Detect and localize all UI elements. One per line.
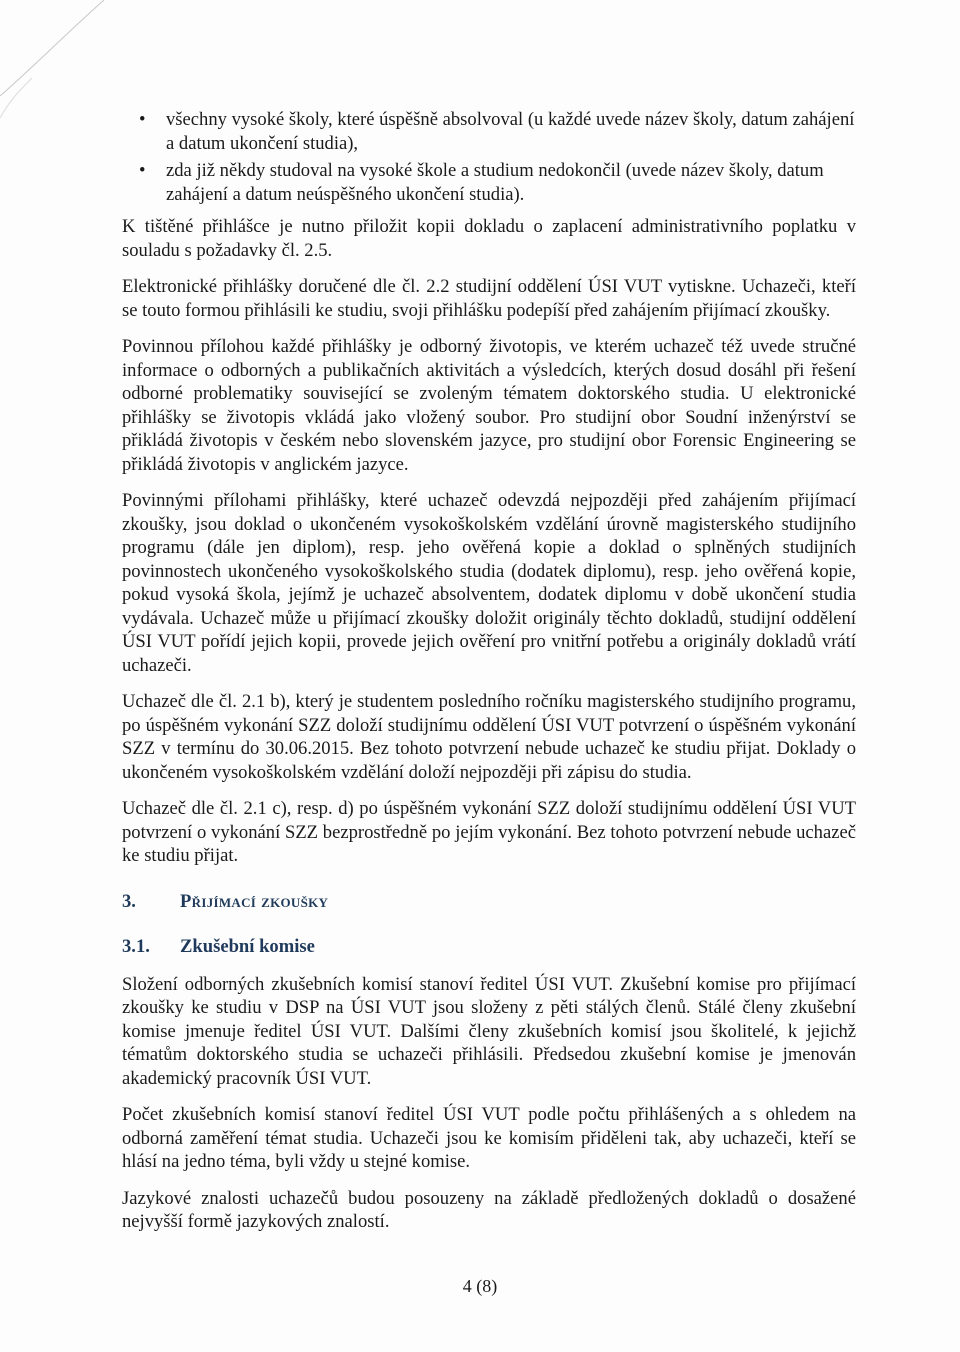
bullet-text: zda již někdy studoval na vysoké škole a studium nedokončil (uvede název školy, datum zahájení a datum neúspěšného ukončení studia). bbox=[166, 160, 824, 205]
page-number: 4 (8) bbox=[462, 1276, 498, 1296]
paragraph-language-skills: Jazykové znalosti uchazečů budou posouzeny na základě předložených dokladů o dosažené nejvyšší formě jazykových znalostí. bbox=[122, 1187, 856, 1232]
scan-corner-mark bbox=[0, 0, 110, 120]
section-heading bbox=[122, 890, 856, 914]
section-title: Přijímací zkoušky bbox=[180, 890, 329, 912]
bullet-icon: • bbox=[139, 109, 146, 130]
subsection-title: Zkušební komise bbox=[180, 936, 315, 957]
section-number: 3. bbox=[122, 890, 136, 912]
paragraph-final-year-students: Uchazeč dle čl. 2.1 b), který je studentem posledního ročníku magisterského studijního programu, po úspěšném vykonání SZZ doloží studijnímu oddělení ÚSI VUT potvrzení o úspěšném vykonání SZZ v termínu do 30.06.2015. Bez tohoto potvrzení nebude uchazeč ke studiu přijat. Doklady o ukončeném vysokoškolském vzdělání doloží nejpozději při zápisu do studia. bbox=[122, 691, 856, 783]
paragraph-szz-confirmation: Uchazeč dle čl. 2.1 c), resp. d) po úspěšném vykonání SZZ doloží studijnímu oddělení ÚSI VUT potvrzení o vykonání SZZ bezprostředně po jejím vykonání. Bez tohoto potvrzení nebude uchazeč ke studiu přijat. bbox=[122, 798, 856, 866]
bullet-text: všechny vysoké školy, které úspěšně absolvoval (u každé uvede název školy, datum zahájení a datum ukončení studia), bbox=[166, 109, 855, 154]
paragraph-cv: Povinnou přílohou každé přihlášky je odborný životopis, ve kterém uchazeč též uvede stručné informace o odborných a publikačních aktivitách a výsledcích, kterých dosud dosáhl při řešení odborné problematiky související se zvoleným tématem doktorského studia. U elektronické přihlášky se životopis vkládá jako vložený soubor. Pro studijní obor Soudní inženýrství se přikládá životopis v českém nebo slovenském jazyce, pro studijní obor Forensic Engineering se přikládá životopis v anglickém jazyce. bbox=[122, 336, 856, 475]
paragraph-fee: K tištěné přihlášce je nutno přiložit kopii dokladu o zaplacení administrativního poplatku v souladu s požadavky čl. 2.5. bbox=[122, 216, 856, 261]
list-item bbox=[122, 159, 856, 206]
paragraph-committee-count: Počet zkušebních komisí stanoví ředitel ÚSI VUT podle počtu přihlášených a s ohledem na odborná zaměření témat studia. Uchazeči jsou ke komisím přiděleni tak, aby uchazeči, kteří se hlásí na jedno téma, byli vždy u stejné komise. bbox=[122, 1104, 856, 1172]
paragraph-required-attachments: Povinnými přílohami přihlášky, které uchazeč odevzdá nejpozději před zahájením přijímací zkoušky, jsou doklad o ukončeném vysokoškolském vzdělání úrovně magisterského studijního programu (dále jen diplom), resp. jeho ověřená kopie a doklad o splněných studijních povinnostech ukončeného vysokoškolského studia (dodatek diplomu), resp. jeho ověřená kopie, pokud vysoká škola, jejímž je uchazeč absolventem, dodatek diplomu v době ukončení studia vydávala. Uchazeč může u přijímací zkoušky doložit originály těchto dokladů, studijní oddělení ÚSI VUT pořídí jejich kopii, provede jejich ověření pro vnitřní potřebu a originály dokladů vrátí uchazeči. bbox=[122, 490, 856, 676]
document-body bbox=[122, 108, 856, 1247]
paragraph-electronic-applications: Elektronické přihlášky doručené dle čl. 2.2 studijní oddělení ÚSI VUT vytiskne. Uchazeči, kteří se touto formou přihlásili ke studiu, svoji přihlášku podepíší před zahájením přijímací zkoušky. bbox=[122, 276, 856, 321]
subsection-number: 3.1. bbox=[122, 936, 150, 957]
paragraph-committee-composition: Složení odborných zkušebních komisí stanoví ředitel ÚSI VUT. Zkušební komise pro přijímací zkoušky ke studiu v DSP na ÚSI VUT jsou složeny z pěti stálých členů. Stálé členy zkušební komise jmenuje ředitel ÚSI VUT. Dalšími členy zkušebních komisí jsou školitelé, k jejichž tématům doktorského studia se uchazeči přihlásili. Předsedou zkušební komise je jmenován akademický pracovník ÚSI VUT. bbox=[122, 973, 856, 1089]
subsection-heading bbox=[122, 935, 856, 959]
bullet-list bbox=[122, 108, 856, 206]
bullet-icon: • bbox=[139, 160, 146, 181]
list-item bbox=[122, 108, 856, 155]
